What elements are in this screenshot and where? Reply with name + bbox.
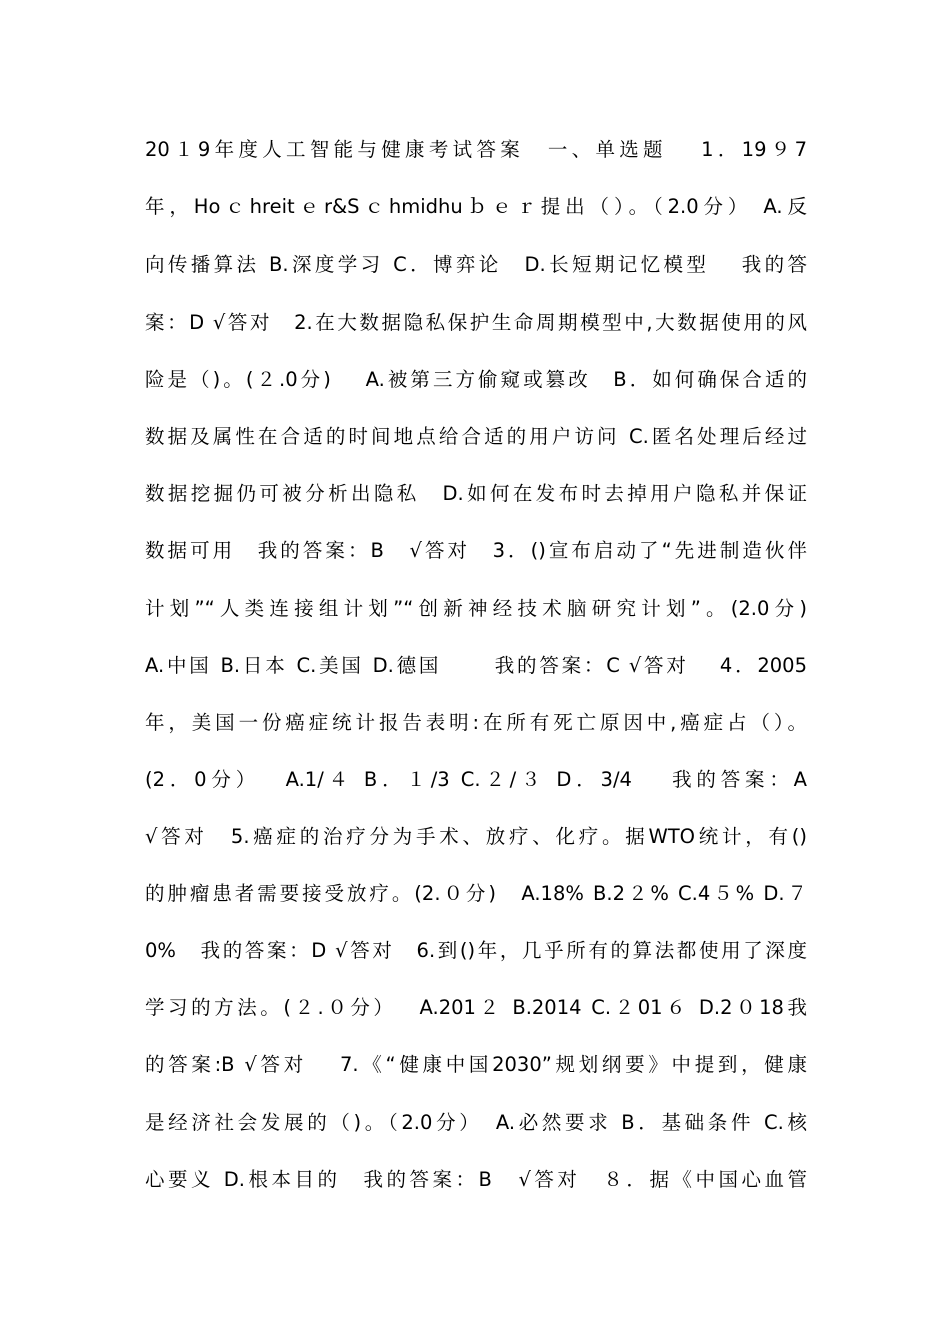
text-line: 计划”“人类连接组计划”“创新神经技术脑研究计划”。(2.0分) [145,597,807,620]
text-line: 是经济社会发展的（)。（2.0分） A.必然要求 B．基础条件 C.核 [145,1111,807,1134]
text-line: 数据可用 我的答案：B √答对 3．()宣布启动了“先进制造伙伴 [145,539,807,562]
text-line: 向传播算法 B.深度学习 C．博弈论 D.长短期记忆模型 我的答 [145,253,807,276]
text-line: A.中国 B.日本 C.美国 D.德国 我的答案：C √答对 4．2005 [145,654,807,677]
text-line: 案：D √答对 2.在大数据隐私保护生命周期模型中,大数据使用的风 [145,311,807,334]
text-line: 20１9年度人工智能与健康考试答案 一、单选题 1．19９7 [145,138,807,161]
text-line: 险是（)。(２.0分) A.被第三方偷窥或篡改 B．如何确保合适的 [145,368,807,391]
text-line: √答对 5.癌症的治疗分为手术、放疗、化疗。据WTO统计，有() [145,825,807,848]
text-line: 的答案:B √答对 7.《“健康中国2030”规划纲要》中提到，健康 [145,1053,807,1076]
text-line: 心要义 D.根本目的 我的答案：B √答对 ８．据《中国心血管 [145,1168,807,1191]
text-line: 年，Hoｃhreitｅr&Sｃhmidhuｂｅｒ提出（）。（2.0分） A.反 [145,195,807,218]
text-line: 数据及属性在合适的时间地点给合适的用户访问 C.匿名处理后经过 [145,425,807,448]
text-line: 数据挖掘仍可被分析出隐私 D.如何在发布时去掉用户隐私并保证 [145,482,807,505]
text-line: 学习的方法。(２.０分） A.201２ B.2014 C.２01６ D.2０18我 [145,996,807,1019]
text-line: 的肿瘤患者需要接受放疗。(2.０分) A.18% B.2２% C.4５% D.７ [145,882,807,905]
text-line: 年，美国一份癌症统计报告表明:在所有死亡原因中,癌症占（）。 [145,711,807,734]
text-line: (2．0分） A.1/４ B．１/3 C.２/３ D．3/4 我的答案：A [145,768,807,791]
text-line: 0% 我的答案：D √答对 6.到()年，几乎所有的算法都使用了深度 [145,939,807,962]
